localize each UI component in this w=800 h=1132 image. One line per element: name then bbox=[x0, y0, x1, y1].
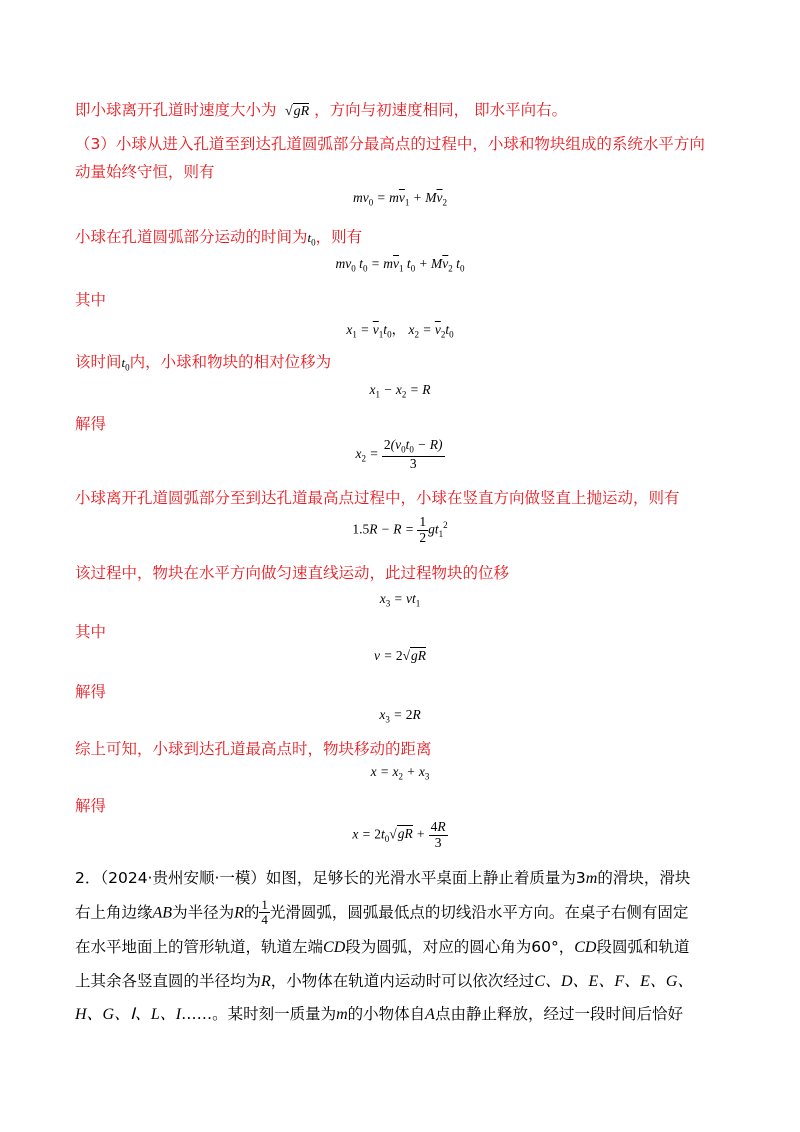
text-line-11: 解得 bbox=[75, 683, 107, 701]
problem-line-1: 2．（2024·贵州安顺·一模）如图，足够长的光滑水平桌面上静止着质量为3m的滑块，滑块 bbox=[75, 869, 691, 887]
equation-momentum: $mv_0 = m\overline{v}_1 + M\overline{v}_2$ bbox=[353, 190, 447, 208]
problem-line-2: 右上角边缘AB为半径为R的 $\frac{1}{4}$ 光滑圆弧，圆弧最低点的切线沿水平方向。在桌子右侧有固定 bbox=[75, 897, 689, 928]
text-line-2: （3）小球从进入孔道至到达孔道圆弧部分最高点的过程中，小球和物块组成的系统水平方向 bbox=[75, 135, 705, 153]
text-line-7: 解得 bbox=[75, 415, 107, 433]
equation-displacements: $x_1 = \overline{v}_1t_0$， $x_2 = \overline{v}_2t_0$ bbox=[346, 322, 454, 340]
text-line-12: 综上可知，小球到达孔道最高点时，物块移动的距离 bbox=[75, 740, 432, 758]
text-l1a: 即小球离开孔道时速度大小为 bbox=[75, 101, 277, 119]
text-line-8: 小球离开孔道圆弧部分至到达孔道最高点过程中，小球在竖直方向做竖直上抛运动，则有 bbox=[75, 489, 680, 507]
equation-vertical-throw: 1.5R − R = $\frac{1}{2}$ $gt_1^2$ bbox=[352, 514, 448, 545]
equation-relative-displacement: $x_1 - x_2 = R$ bbox=[369, 382, 431, 400]
equation-total-distance: $x = x_2 + x_3$ bbox=[370, 764, 430, 782]
text-line-5: 其中 bbox=[75, 291, 107, 309]
problem-line-3: 在水平地面上的管形轨道，轨道左端CD段为圆弧，对应的圆心角为60°，CD段圆弧和轨道 bbox=[75, 938, 690, 956]
text-l4a: 小球在孔道圆弧部分运动的时间为 bbox=[75, 228, 308, 246]
text-line-1 bbox=[75, 98, 567, 120]
text-l6b: 内，小球和物块的相对位移为 bbox=[129, 353, 332, 371]
text-line-4: 小球在孔道圆弧部分运动的时间为$t_0$，则有 bbox=[75, 228, 363, 248]
text-line-3: 动量始终守恒，则有 bbox=[75, 163, 215, 181]
equation-momentum-time: $mv_0$ $t_0 = m\overline{v}_1$ $t_0 + M\overline{v}_2$ $t_0$ bbox=[335, 256, 465, 274]
text-line-9: 该过程中，物块在水平方向做匀速直线运动，此过程物块的位移 bbox=[75, 564, 510, 582]
equation-x3-solution: $x_3 = 2R$ bbox=[379, 707, 421, 725]
text-line-13: 解得 bbox=[75, 797, 107, 815]
text-l4b: ，则有 bbox=[315, 228, 363, 246]
equation-x2-solution: $x_2$ = $\frac{2(v_0t_0 - R)}{3}$ bbox=[355, 437, 443, 471]
equation-velocity: v = 2√gR bbox=[373, 648, 427, 663]
text-l6a: 该时间 bbox=[75, 353, 122, 371]
math-sqrt-gr: √gR bbox=[281, 104, 310, 119]
text-line-10: 其中 bbox=[75, 623, 107, 641]
fraction-one-quarter: $\frac{1}{4}$ bbox=[261, 897, 268, 928]
text-l1b: ，方向与初速度相同， 即水平向右。 bbox=[314, 101, 568, 119]
problem-line-5: H、G、Ⅰ、L、I……。某时刻一质量为m的小物体自A点由静止释放，经过一段时间后恰好 bbox=[75, 1005, 683, 1023]
equation-x3: $x_3 = vt_1$ bbox=[379, 591, 421, 609]
problem-line-4: 上其余各竖直圆的半径均为R，小物体在轨道内运动时可以依次经过C、D、E、F、E、G、 bbox=[75, 972, 694, 990]
text-line-6: 该时间$t_0$内，小球和物块的相对位移为 bbox=[75, 353, 332, 373]
equation-final-answer: $x = 2t_0√gR$ + $\frac{4R}{3}$ bbox=[352, 819, 446, 850]
